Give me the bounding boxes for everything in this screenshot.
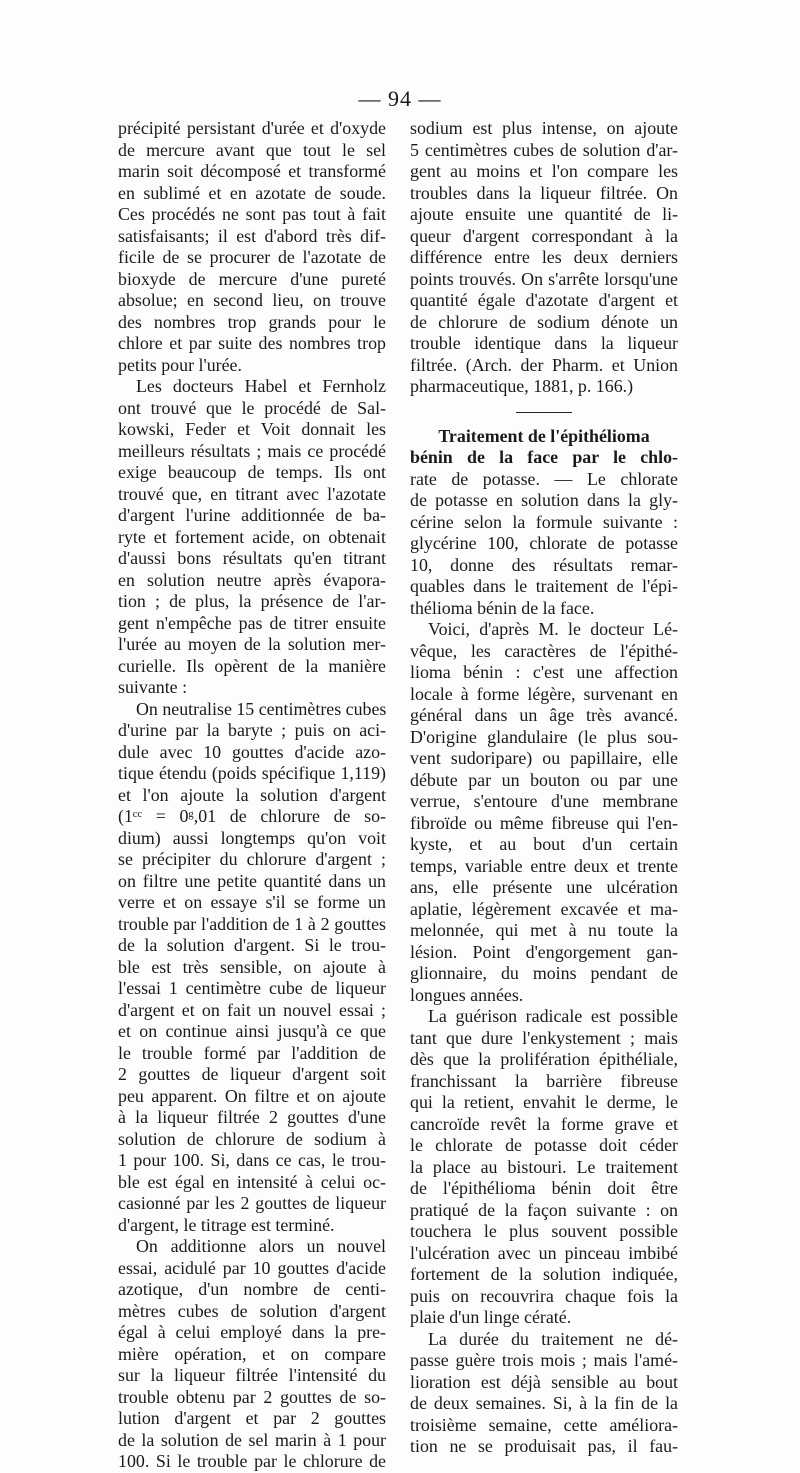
- text-line: 100. Si le trouble par le chlorure de: [118, 1451, 386, 1471]
- text-line: égal à celui employé dans la pre-: [118, 1322, 386, 1342]
- text-line: franchissant la barrière fibreuse: [410, 1070, 678, 1091]
- text-line: kyste, et au bout d'un certain: [410, 834, 678, 854]
- text-line: bioxyde de mercure d'une pureté: [118, 268, 386, 289]
- text-line: dule avec 10 gouttes d'acide azo-: [118, 741, 386, 762]
- text-line: ble est égal en intensité à celui oc-: [118, 1171, 386, 1192]
- text-line: (1ᶜᶜ = 0ᵍ,01 de chlorure de so-: [118, 806, 386, 826]
- text-line: vêque, les caractères de l'épithé-: [410, 640, 678, 661]
- page-number: — 94 —: [358, 86, 442, 111]
- text-line: 2 gouttes de liqueur d'argent soit: [118, 1064, 386, 1084]
- text-line: rate de potasse. — Le chlorate: [410, 468, 678, 489]
- text-line: sodium est plus intense, on ajoute: [410, 118, 678, 138]
- text-line: suivante :: [118, 677, 188, 697]
- text-line: à la liqueur filtrée 2 gouttes d'une: [118, 1107, 386, 1127]
- text-line: lésion. Point d'engorgement gan-: [410, 941, 678, 962]
- text-line: cancroïde revêt la forme grave et: [410, 1113, 678, 1134]
- text-line: puis on recouvrira chaque fois la: [410, 1285, 678, 1306]
- text-line: ryte et fortement acide, on obtenait: [118, 526, 386, 547]
- text-line: On neutralise 15 centimètres cubes: [136, 698, 387, 719]
- text-line: absolue; en second lieu, on trouve: [118, 290, 386, 310]
- text-line: le trouble formé par l'addition de: [118, 1042, 386, 1063]
- text-line: d'argent l'urine additionnée de ba-: [118, 505, 386, 525]
- text-line: l'essai 1 centimètre cube de liqueur: [118, 978, 386, 998]
- text-line: petits pour l'urée.: [118, 354, 242, 375]
- text-line: quantité égale d'azotate d'argent et: [410, 290, 678, 310]
- text-line: solution de chlorure de sodium à: [118, 1128, 386, 1149]
- text-line: en sublimé et en azotate de soude.: [118, 182, 386, 203]
- text-line: de l'épithélioma bénin doit être: [410, 1178, 678, 1198]
- text-line: La durée du traitement ne dé-: [428, 1328, 678, 1349]
- text-line: ficile de se procurer de l'azotate de: [118, 247, 386, 267]
- text-line: peu apparent. On filtre et on ajoute: [118, 1085, 386, 1106]
- text-line: 10, donne des résultats remar-: [410, 554, 678, 575]
- text-line: en solution neutre après évapora-: [118, 569, 386, 590]
- right-text-column: [410, 118, 678, 1458]
- text-line: Ces procédés ne sont pas tout à fait: [118, 204, 386, 224]
- text-line: tion ne se produisait pas, il fau-: [410, 1436, 678, 1456]
- text-line: l'ulcération avec un pinceau imbibé: [410, 1242, 678, 1263]
- text-line: On additionne alors un nouvel: [136, 1236, 386, 1256]
- text-line: plaie d'un linge cératé.: [410, 1307, 572, 1327]
- text-line: débute par un bouton ou par une: [410, 769, 678, 790]
- text-line: des nombres trop grands pour le: [118, 311, 386, 332]
- text-line: filtrée. (Arch. der Pharm. et Union: [410, 354, 678, 375]
- text-line: et l'on ajoute la solution d'argent: [118, 784, 386, 805]
- text-line: troisième semaine, cette améliora-: [410, 1414, 678, 1435]
- text-line: casionné par les 2 gouttes de liqueur: [118, 1193, 386, 1213]
- text-line: de potasse en solution dans la gly-: [410, 490, 678, 510]
- text-line: chlore et par suite des nombres trop: [118, 333, 386, 353]
- text-line: points trouvés. On s'arrête lorsqu'une: [410, 268, 678, 289]
- text-line: fibroïde ou même fibreuse qui l'en-: [410, 812, 678, 833]
- section-divider: [516, 412, 572, 413]
- text-line: précipité persistant d'urée et d'oxyde: [118, 118, 386, 138]
- text-line: verre et on essaye s'il se forme un: [118, 892, 386, 912]
- section-heading-line: Traitement de l'épithélioma: [438, 425, 650, 446]
- text-line: de deux semaines. Si, à la fin de la: [410, 1393, 678, 1413]
- text-line: aplatie, légèrement excavée et ma-: [410, 898, 678, 919]
- text-line: azotique, d'un nombre de centi-: [118, 1279, 386, 1299]
- text-line: dès que la prolifération épithéliale,: [410, 1049, 678, 1069]
- text-line: 5 centimètres cubes de solution d'ar-: [410, 139, 678, 160]
- text-line: kowski, Feder et Voit donnait les: [118, 419, 386, 439]
- text-line: trouble identique dans la liqueur: [410, 333, 678, 353]
- text-line: temps, variable entre deux et trente: [410, 855, 678, 876]
- text-line: trouble obtenu par 2 gouttes de so-: [118, 1386, 386, 1407]
- text-line: pharmaceutique, 1881, p. 166.): [410, 376, 634, 396]
- text-line: tique étendu (poids spécifique 1,119): [118, 763, 386, 783]
- text-line: quables dans le traitement de l'épi-: [410, 576, 678, 596]
- text-line: lution d'argent et par 2 gouttes: [118, 1408, 386, 1428]
- text-line: Voici, d'après M. le docteur Lé-: [428, 619, 678, 639]
- text-line: D'origine glandulaire (le plus sou-: [410, 726, 678, 747]
- text-line: trouvé que, en titrant avec l'azotate: [118, 483, 386, 504]
- text-line: le chlorate de potasse doit céder: [410, 1135, 678, 1155]
- text-line: essai, acidulé par 10 gouttes d'acide: [118, 1257, 386, 1278]
- text-line: gent n'empêche pas de titrer ensuite: [118, 612, 386, 633]
- text-line: exige beaucoup de temps. Ils ont: [118, 462, 386, 482]
- text-line: de la solution de sel marin à 1 pour: [118, 1429, 386, 1450]
- text-line: touchera le plus souvent possible: [410, 1221, 678, 1241]
- text-line: on filtre une petite quantité dans un: [118, 870, 386, 891]
- text-line: Les docteurs Habel et Fernholz: [136, 376, 386, 396]
- text-line: passe guère trois mois ; mais l'amé-: [410, 1350, 678, 1370]
- text-line: queur d'argent correspondant à la: [410, 225, 678, 246]
- text-line: de chlorure de sodium dénote un: [410, 311, 678, 332]
- text-line: général dans un âge très avancé.: [410, 705, 678, 725]
- text-line: gent au moins et l'on compare les: [410, 161, 678, 181]
- text-line: vent sudoripare) ou papillaire, elle: [410, 748, 678, 768]
- text-line: trouble par l'addition de 1 à 2 gouttes: [118, 913, 386, 934]
- text-line: la place au bistouri. Le traitement: [410, 1156, 678, 1177]
- text-line: d'urine par la baryte ; puis on aci-: [118, 720, 386, 740]
- text-line: melonnée, qui met à nu toute la: [410, 920, 678, 940]
- text-line: l'urée au moyen de la solution mer-: [118, 634, 386, 654]
- text-line: différence entre les deux derniers: [410, 247, 678, 267]
- text-line: pratiqué de la façon suivante : on: [410, 1199, 678, 1220]
- text-line: curielle. Ils opèrent de la manière: [118, 655, 386, 676]
- text-line: d'aussi bons résultats qu'en titrant: [118, 548, 386, 568]
- text-line: d'argent, le titrage est terminé.: [118, 1214, 335, 1235]
- text-line: thélioma bénin de la face.: [410, 597, 595, 618]
- text-line: qui la retient, envahit le derme, le: [410, 1092, 678, 1112]
- text-line: meilleurs résultats ; mais ce procédé: [118, 440, 386, 461]
- text-line: ont trouvé que le procédé de Sal-: [118, 397, 386, 418]
- left-text-column: [118, 118, 386, 1473]
- text-line: dium) aussi longtemps qu'on voit: [118, 827, 386, 848]
- text-line: de la solution d'argent. Si le trou-: [118, 935, 386, 955]
- text-line: de mercure avant que tout le sel: [118, 139, 386, 160]
- text-line: La guérison radicale est possible: [428, 1006, 678, 1026]
- text-line: 1 pour 100. Si, dans ce cas, le trou-: [118, 1150, 386, 1170]
- text-line: mètres cubes de solution d'argent: [118, 1300, 386, 1321]
- text-line: sur la liqueur filtrée l'intensité du: [118, 1365, 386, 1385]
- text-line: glionnaire, du moins pendant de: [410, 963, 678, 983]
- text-line: marin soit décomposé et transformé: [118, 161, 386, 181]
- text-line: lioration est déjà sensible au bout: [410, 1371, 678, 1392]
- text-line: verrue, s'entoure d'une membrane: [410, 791, 678, 811]
- text-line: glycérine 100, chlorate de potasse: [410, 533, 678, 553]
- text-line: longues années.: [410, 984, 524, 1005]
- text-line: d'argent et on fait un nouvel essai ;: [118, 999, 386, 1020]
- text-line: mière opération, et on compare: [118, 1343, 386, 1364]
- text-line: se précipiter du chlorure d'argent ;: [118, 849, 386, 869]
- text-line: satisfaisants; il est d'abord très dif-: [118, 225, 386, 246]
- text-line: et on continue ainsi jusqu'à ce que: [118, 1021, 386, 1041]
- text-line: ans, elle présente une ulcération: [410, 877, 678, 897]
- text-line: troubles dans la liqueur filtrée. On: [410, 182, 678, 203]
- text-line: cérine selon la formule suivante :: [410, 511, 678, 532]
- text-line: ajoute ensuite une quantité de li-: [410, 204, 678, 224]
- text-line: fortement de la solution indiquée,: [410, 1264, 678, 1284]
- text-line: locale à forme légère, survenant en: [410, 683, 678, 704]
- text-line: lioma bénin : c'est une affection: [410, 662, 678, 682]
- section-heading-line: bénin de la face par le chlo-: [410, 447, 678, 467]
- text-line: tion ; de plus, la présence de l'ar-: [118, 591, 386, 611]
- text-line: ble est très sensible, on ajoute à: [118, 956, 386, 977]
- text-line: tant que dure l'enkystement ; mais: [410, 1027, 678, 1048]
